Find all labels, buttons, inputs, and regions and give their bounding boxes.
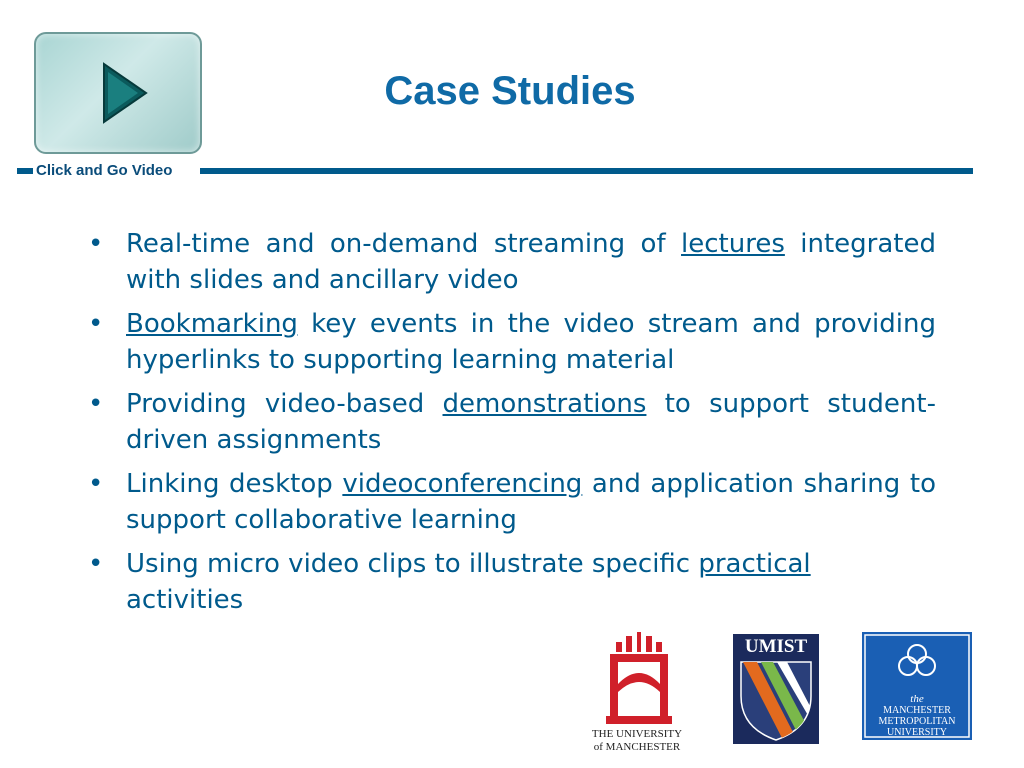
bullet-glyph: • bbox=[88, 549, 104, 579]
bullet-glyph: • bbox=[88, 469, 104, 499]
bullet-4-text-b: and application sharing to support collaborative learning bbox=[126, 469, 936, 535]
bullet-3-text-a: Providing video-based bbox=[126, 389, 443, 419]
link-demonstrations[interactable]: demonstrations bbox=[442, 389, 647, 419]
link-bookmarking[interactable]: Bookmarking bbox=[126, 309, 298, 339]
logo-caption: Click and Go Video bbox=[36, 162, 173, 179]
bullet-item-4 bbox=[88, 466, 936, 538]
bullet-1-text-a: Real-time and on-demand streaming of bbox=[126, 229, 682, 259]
uom-line-2: of MANCHESTER bbox=[593, 741, 681, 753]
bullet-glyph: • bbox=[88, 229, 104, 259]
bullet-4-text-a: Linking desktop bbox=[126, 469, 343, 499]
header-rule-right bbox=[200, 168, 973, 174]
bullet-1-text-b: integrated with slides and ancillary video bbox=[126, 229, 936, 295]
bullet-item-5 bbox=[88, 546, 826, 618]
link-practical[interactable]: practical bbox=[698, 549, 811, 579]
mmu-logo bbox=[862, 632, 972, 740]
link-lectures[interactable]: lectures bbox=[681, 229, 785, 259]
uom-line-1: THE UNIVERSITY bbox=[591, 728, 683, 740]
mmu-wordmark bbox=[862, 694, 972, 738]
bullet-3-text-b: to support student-driven assignments bbox=[126, 389, 936, 455]
uom-wordmark bbox=[582, 728, 692, 754]
bullet-item-1 bbox=[88, 226, 936, 298]
mmu-the: the bbox=[910, 693, 924, 705]
page-title: Case Studies bbox=[384, 69, 636, 113]
bullet-item-3 bbox=[88, 386, 936, 458]
bullet-5-text-a: Using micro video clips to illustrate specific bbox=[126, 549, 699, 579]
header-rule-left bbox=[17, 168, 33, 174]
mmu-line-1: MANCHESTER bbox=[883, 705, 951, 716]
mmu-line-2: METROPOLITAN bbox=[878, 716, 956, 727]
link-videoconferencing[interactable]: videoconferencing bbox=[342, 469, 583, 499]
mmu-line-3: UNIVERSITY bbox=[887, 727, 947, 738]
bullet-list bbox=[88, 226, 936, 626]
bullet-glyph: • bbox=[88, 309, 104, 339]
bullet-5-text-b: activities bbox=[126, 585, 244, 615]
bullet-glyph: • bbox=[88, 389, 104, 419]
uom-crest-icon bbox=[582, 632, 692, 728]
bullet-2-text-a: key events in the video stream and providing hyperlinks to supporting learning material bbox=[126, 309, 936, 375]
bullet-item-2 bbox=[88, 306, 936, 378]
play-icon bbox=[36, 34, 200, 152]
click-and-go-video-logo bbox=[34, 32, 202, 154]
umist-wordmark: UMIST bbox=[744, 636, 808, 657]
umist-logo bbox=[733, 634, 819, 744]
university-of-manchester-logo bbox=[582, 632, 692, 758]
